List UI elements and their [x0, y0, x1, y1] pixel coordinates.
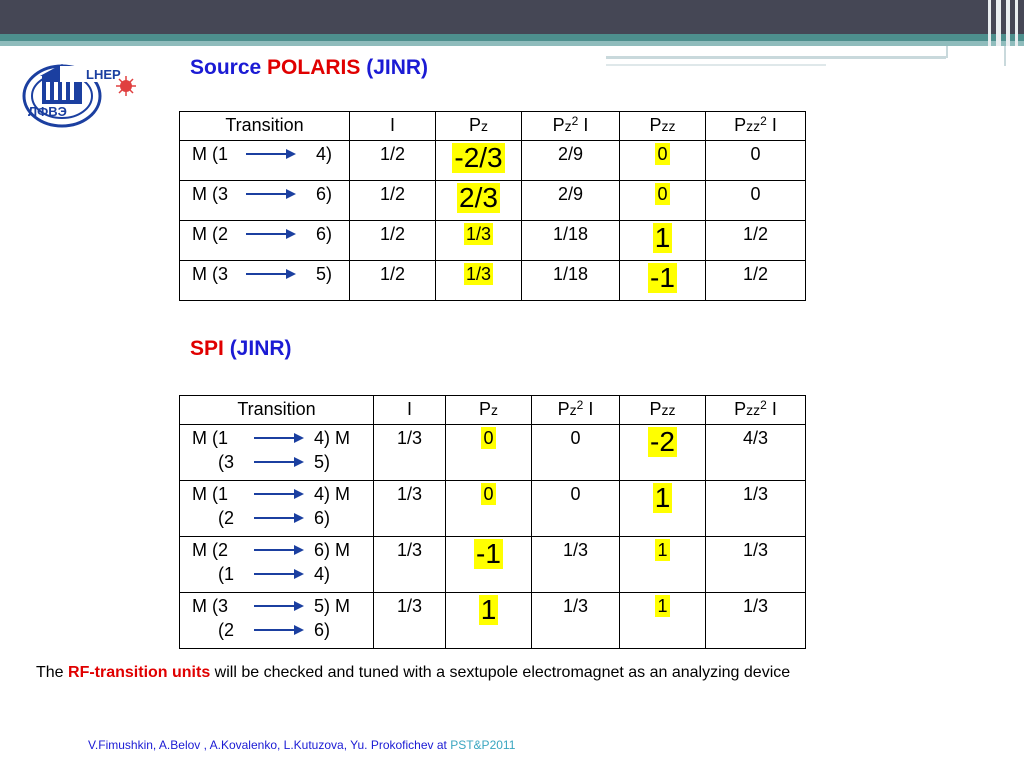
cell-pzz2i [706, 593, 806, 649]
table-row [180, 221, 806, 261]
cell-pzz2i [706, 181, 806, 221]
top-bar [0, 0, 1024, 34]
decor-stripe [996, 0, 1001, 46]
arrow-icon [254, 568, 304, 580]
polaris-table [179, 111, 806, 301]
arrow-icon [246, 148, 296, 160]
transition-line [180, 539, 373, 563]
cell-value: 2/9 [557, 184, 584, 204]
transition-line [180, 183, 349, 207]
cell-pz [436, 181, 522, 221]
cell-value: 0 [570, 484, 581, 504]
cell-pzz [620, 593, 706, 649]
transition-to: 4) [316, 144, 333, 164]
cell-pzz [620, 141, 706, 181]
highlighted-value: 1/3 [465, 264, 492, 284]
arrow-icon [246, 268, 296, 280]
col-header-transition [180, 112, 350, 141]
transition-to: 4) M [314, 428, 350, 448]
table-row [180, 537, 806, 593]
cell-pz2i [522, 221, 620, 261]
transition-cell [180, 181, 350, 221]
cell-value: 1/3 [396, 540, 423, 560]
col-header-pzz2i [706, 396, 806, 425]
cell-pzz [620, 261, 706, 301]
cell-pzz2i [706, 425, 806, 481]
transition-from: (1 [218, 564, 235, 584]
cell-value: 0 [750, 144, 761, 164]
transition-cell [180, 221, 350, 261]
title-name: SPI [190, 337, 224, 360]
cell-pz [446, 537, 532, 593]
transition-from: M (2 [192, 224, 228, 244]
transition-line [180, 263, 349, 287]
cell-pzz2i [706, 141, 806, 181]
header-row [180, 396, 806, 425]
highlighted-value: 2/3 [459, 182, 498, 213]
cell-i [350, 141, 436, 181]
title-suffix: (JINR) [360, 56, 429, 79]
decor-stripe [988, 0, 991, 46]
highlighted-value: 1 [654, 222, 671, 253]
title-prefix: Source [190, 56, 268, 79]
decor-stripe [1015, 0, 1018, 46]
highlighted-value: 1 [657, 596, 668, 616]
cell-value: 1/2 [379, 224, 406, 244]
header-transition: Transition [225, 115, 304, 135]
arrow-icon [254, 488, 304, 500]
header-pzz: Pzz [649, 399, 676, 419]
cell-pz2i [532, 593, 620, 649]
cell-pzz2i [706, 261, 806, 301]
table-row [180, 425, 806, 481]
note-suffix: will be checked and tuned with a sextupole electromagnet as an analyzing device [210, 664, 791, 681]
col-header-pzz [620, 396, 706, 425]
col-header-pzz2i [706, 112, 806, 141]
cell-i [350, 181, 436, 221]
cell-value: 0 [570, 428, 581, 448]
spi-table [179, 395, 806, 649]
cell-pz2i [532, 481, 620, 537]
transition-from: (2 [218, 620, 235, 640]
cell-pz [446, 593, 532, 649]
highlighted-value: 0 [657, 184, 668, 204]
cell-pz2i [532, 537, 620, 593]
transition-cell [180, 537, 374, 593]
cell-value: 1/2 [379, 264, 406, 284]
transition-to: 5) [314, 452, 331, 472]
arrow-icon [246, 228, 296, 240]
cell-value: 1/3 [396, 596, 423, 616]
decor-line [946, 46, 948, 58]
transition-cell [180, 425, 374, 481]
highlighted-value: -1 [476, 538, 501, 569]
cell-pz [436, 221, 522, 261]
cell-i [350, 261, 436, 301]
transition-cell [180, 261, 350, 301]
transition-to: 6) [316, 184, 333, 204]
transition-from: M (3 [192, 184, 228, 204]
top-bar-accent [0, 34, 1024, 41]
title-suffix: (JINR) [223, 337, 292, 360]
cell-value: 2/9 [557, 144, 584, 164]
arrow-icon [254, 624, 304, 636]
cell-pz2i [522, 141, 620, 181]
cell-value: 1/2 [379, 184, 406, 204]
table-row [180, 593, 806, 649]
cell-value: 1/3 [742, 540, 769, 560]
transition-to: 4) M [314, 484, 350, 504]
transition-to: 6) [316, 224, 333, 244]
arrow-icon [254, 432, 304, 444]
header-pz2i: Pz$^2$ I [557, 398, 594, 419]
cell-value: 0 [750, 184, 761, 204]
transition-cell [180, 141, 350, 181]
cell-value: 1/3 [562, 540, 589, 560]
decor-line [1004, 46, 1006, 66]
highlighted-value: -2 [650, 426, 675, 457]
cell-value: 1/2 [379, 144, 406, 164]
highlighted-value: 0 [483, 484, 494, 504]
transition-to: 5) M [314, 596, 350, 616]
cell-i [350, 221, 436, 261]
cell-value: 4/3 [742, 428, 769, 448]
header-pz2i: Pz$^2$ I [552, 114, 589, 135]
cell-pzz [620, 537, 706, 593]
highlighted-value: 0 [657, 144, 668, 164]
cell-pz [436, 141, 522, 181]
transition-to: 6) [314, 620, 331, 640]
cell-i [374, 481, 446, 537]
header-pz: Pz [468, 115, 488, 135]
header-pzz2i: Pzz$^2$ I [734, 114, 777, 135]
col-header-pzz [620, 112, 706, 141]
transition-cell [180, 593, 374, 649]
transition-to: 4) [314, 564, 331, 584]
cell-pzz [620, 425, 706, 481]
transition-from: M (3 [192, 264, 228, 284]
transition-to: 5) [316, 264, 333, 284]
col-header-i [350, 112, 436, 141]
highlighted-value: 1 [657, 540, 668, 560]
transition-to: 6) M [314, 540, 350, 560]
header-row [180, 112, 806, 141]
transition-line [180, 143, 349, 167]
highlighted-value: 1 [480, 594, 497, 625]
transition-line [180, 427, 373, 451]
transition-line [180, 619, 373, 643]
transition-from: M (1 [192, 484, 228, 504]
col-header-pz [446, 396, 532, 425]
cell-pz2i [532, 425, 620, 481]
arrow-icon [254, 456, 304, 468]
transition-line [180, 483, 373, 507]
col-header-transition [180, 396, 374, 425]
top-bar-accent-light [0, 41, 1024, 46]
table-row [180, 481, 806, 537]
footer-authors: V.Fimushkin, A.Belov , A.Kovalenko, L.Kutuzova, Yu. Prokofichev at [88, 738, 451, 752]
col-header-i [374, 396, 446, 425]
decor-line [606, 64, 826, 66]
cell-value: 1/2 [742, 264, 769, 284]
cell-value: 1/3 [396, 484, 423, 504]
note-prefix: The [36, 664, 69, 681]
transition-line [180, 507, 373, 531]
note-highlight: RF-transition units [68, 664, 211, 681]
transition-line [180, 563, 373, 587]
arrow-icon [254, 544, 304, 556]
footer [88, 738, 515, 752]
cell-value: 1/3 [742, 596, 769, 616]
transition-to: 6) [314, 508, 331, 528]
highlighted-value: 0 [483, 428, 494, 448]
arrow-icon [254, 600, 304, 612]
arrow-icon [254, 512, 304, 524]
table-row [180, 261, 806, 301]
header-i: I [406, 399, 412, 419]
col-header-pz2i [532, 396, 620, 425]
transition-from: M (3 [192, 596, 228, 616]
transition-line [180, 451, 373, 475]
cell-pzz [620, 181, 706, 221]
col-header-pz2i [522, 112, 620, 141]
cell-pzz [620, 481, 706, 537]
section-title-polaris [190, 56, 428, 80]
cell-pzz [620, 221, 706, 261]
highlighted-value: -1 [650, 262, 675, 293]
transition-from: (2 [218, 508, 235, 528]
logo-bottom-text: ЛФВЭ [28, 104, 67, 119]
cell-value: 1/18 [552, 264, 589, 284]
cell-pz [446, 425, 532, 481]
cell-pzz2i [706, 481, 806, 537]
decor-line [606, 56, 946, 59]
table-row [180, 141, 806, 181]
cell-i [374, 593, 446, 649]
cell-value: 1/3 [396, 428, 423, 448]
col-header-pz [436, 112, 522, 141]
transition-from: M (1 [192, 144, 228, 164]
arrow-icon [246, 188, 296, 200]
header-pzz2i: Pzz$^2$ I [734, 398, 777, 419]
cell-pzz2i [706, 537, 806, 593]
cell-value: 1/3 [562, 596, 589, 616]
highlighted-value: -2/3 [454, 142, 503, 173]
cell-value: 1/2 [742, 224, 769, 244]
title-name: POLARIS [267, 56, 361, 79]
cell-value: 1/18 [552, 224, 589, 244]
cell-i [374, 425, 446, 481]
lhep-logo [14, 56, 144, 136]
cell-pz [446, 481, 532, 537]
transition-from: M (2 [192, 540, 228, 560]
highlighted-value: 1/3 [465, 224, 492, 244]
transition-cell [180, 481, 374, 537]
cell-value: 1/3 [742, 484, 769, 504]
section-title-spi [190, 337, 292, 361]
transition-from: (3 [218, 452, 235, 472]
header-pzz: Pzz [649, 115, 676, 135]
table-row [180, 181, 806, 221]
transition-from: M (1 [192, 428, 228, 448]
cell-i [374, 537, 446, 593]
logo-top-text: LHEP [86, 67, 121, 82]
highlighted-value: 1 [654, 482, 671, 513]
transition-line [180, 595, 373, 619]
footer-conference: PST&P2011 [450, 738, 516, 752]
cell-pzz2i [706, 221, 806, 261]
header-i: I [389, 115, 395, 135]
decor-stripe [1006, 0, 1010, 46]
header-transition: Transition [237, 399, 316, 419]
transition-line [180, 223, 349, 247]
cell-pz [436, 261, 522, 301]
header-pz: Pz [478, 399, 498, 419]
cell-pz2i [522, 181, 620, 221]
note-text [36, 664, 790, 682]
cell-pz2i [522, 261, 620, 301]
